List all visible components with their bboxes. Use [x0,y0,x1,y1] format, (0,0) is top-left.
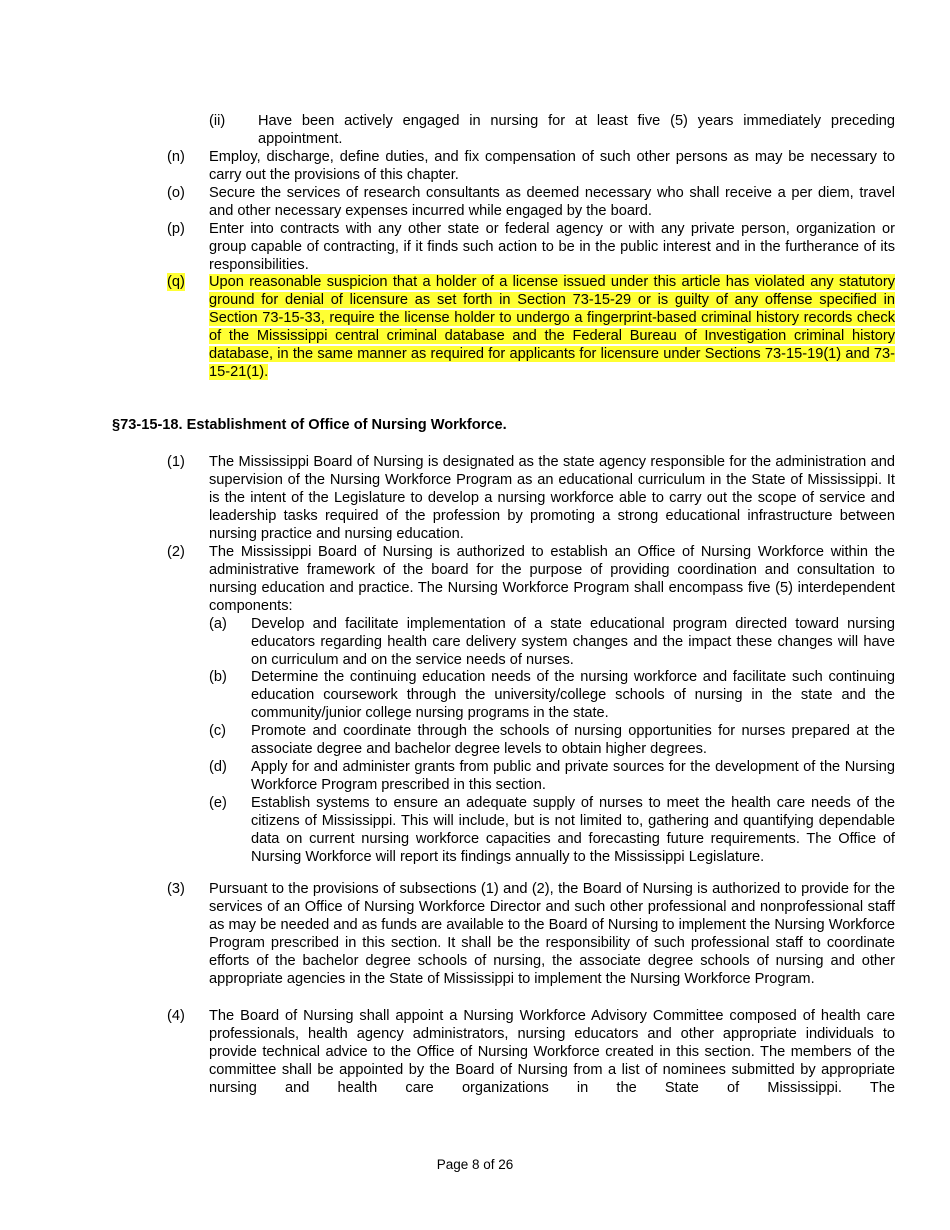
page-number: Page 8 of 26 [436,1157,514,1172]
item-text: Determine the continuing education needs of the nursing workforce and facilitate such continuing education coursework through the university/college schools of nursing in the state and the community/junior college nursing programs in the state. [251,669,895,721]
item-text: The Mississippi Board of Nursing is authorized to establish an Office of Nursing Workforce within the administrative framework of the board for the purpose of providing coordination and consultation to nursing education and practice. The Nursing Workforce Program shall encompass five (5) interdependent components: [209,544,895,614]
item-label: (e) [209,795,227,811]
item-label: (c) [209,723,227,739]
section-heading: §73-15-18. Establishment of Office of Nursing Workforce. [112,417,507,433]
item-label: (p) [167,221,185,237]
item-label: (n) [167,149,185,165]
item-label: (4) [167,1008,185,1024]
item-label: (q) [167,274,185,290]
item-text: Secure the services of research consultants as deemed necessary who shall receive a per diem, travel and other necessary expenses incurred while engaged by the board. [209,185,895,219]
item-label: (1) [167,454,185,470]
item-text: The Mississippi Board of Nursing is designated as the state agency responsible for the administration and supervision of the Nursing Workforce Program as an educational curriculum in the State of Mississippi. It is the intent of the Legislature to develop a nursing workforce able to carry out the scope of service and leadership tasks required of the profession by promoting a strong educational infrastructure between nursing practice and nursing education. [209,454,895,542]
item-text: Have been actively engaged in nursing for at least five (5) years immediately preceding appointment. [258,113,895,147]
item-text [209,273,895,381]
item-label: (ii) [209,113,226,129]
item-label: (a) [209,616,227,632]
item-text: Develop and facilitate implementation of a state educational program directed toward nursing educators regarding health care delivery system changes and the impact these changes will have on curriculum and on the service needs of nurses. [251,616,895,668]
item-text: Promote and coordinate through the schools of nursing opportunities for nurses prepared at the associate degree and bachelor degree levels to obtain higher degrees. [251,723,895,757]
item-text: Enter into contracts with any other state or federal agency or with any private person, organization or group capable of contracting, if it finds such action to be in the public interest and in the furtherance of its responsibilities. [209,221,895,273]
item-text: Employ, discharge, define duties, and fix compensation of such other persons as may be necessary to carry out the provisions of this chapter. [209,149,895,183]
item-text: The Board of Nursing shall appoint a Nursing Workforce Advisory Committee composed of health care professionals, health agency administrators, nursing educators and other appropriate individuals to provide technical advice to the Office of Nursing Workforce created in this section. The members of the committee shall be appointed by the Board of Nursing from a list of nominees submitted by appropriate nursing and health care organizations in the State of Mississippi. The [209,1008,895,1096]
item-label: (2) [167,544,185,560]
item-text: Pursuant to the provisions of subsections (1) and (2), the Board of Nursing is authorized to provide for the services of an Office of Nursing Workforce Director and such other professional and nonprofessional staff as may be needed and as funds are available to the Board of Nursing to implement the Nursing Workforce Program prescribed in this section. It shall be the responsibility of such professional staff to coordinate efforts of the bachelor degree schools of nursing, the associate degree schools of nursing and other appropriate agencies in the State of Mississippi to implement the Nursing Workforce Program. [209,881,895,987]
item-label: (d) [209,759,227,775]
highlighted-text: Upon reasonable suspicion that a holder of a license issued under this article has violated any statutory ground for denial of licensure as set forth in Section 73-15-29 or is guilty of any offense specified in Section 73-15-33, require the license holder to undergo a fingerprint-based criminal history records check of the Mississippi central criminal database and the Federal Bureau of Investigation criminal history database, in the same manner as required for applicants for licensure under Sections 73-15-19(1) and 73-15-21(1). [209,274,895,380]
item-label: (b) [209,669,227,685]
item-label: (3) [167,881,185,897]
item-label: (o) [167,185,185,201]
item-text: Establish systems to ensure an adequate supply of nurses to meet the health care needs of the citizens of Mississippi. This will include, but is not limited to, gathering and quantifying dependable data on current nursing workforce capacities and forecasting future requirements. The Office of Nursing Workforce will report its findings annually to the Mississippi Legislature. [251,795,895,865]
item-text: Apply for and administer grants from public and private sources for the development of the Nursing Workforce Program prescribed in this section. [251,759,895,793]
